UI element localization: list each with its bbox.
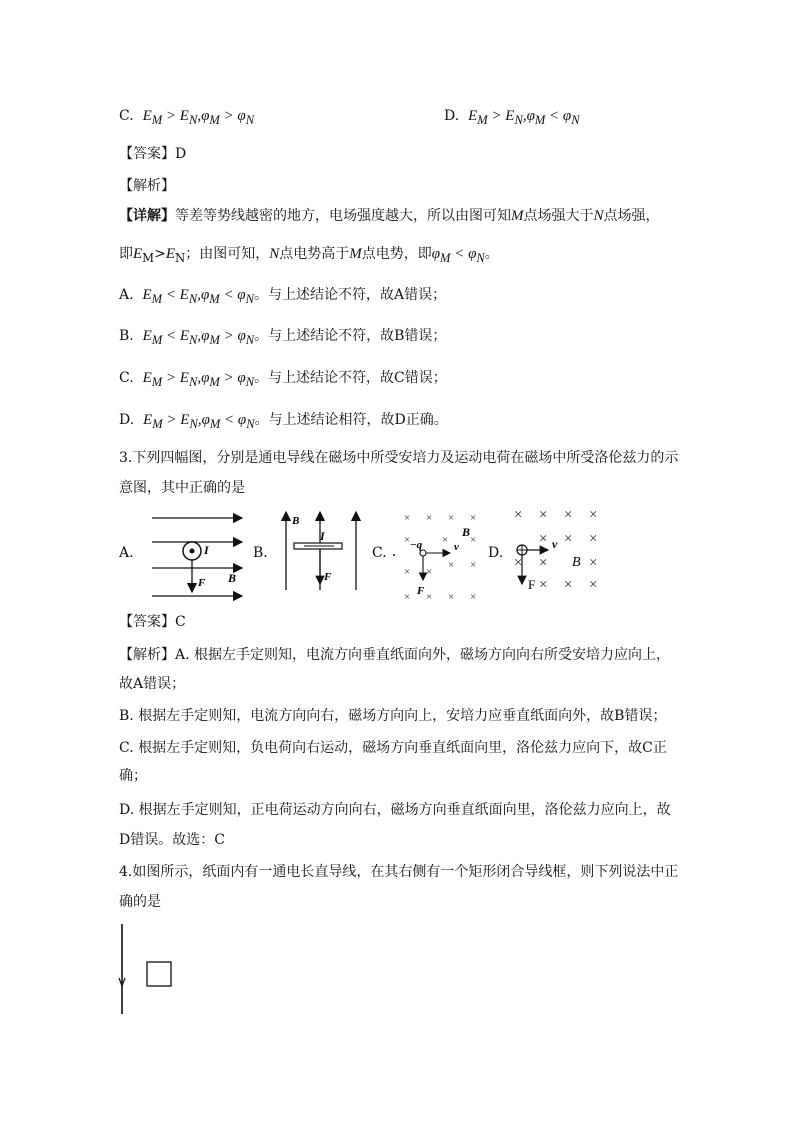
svg-text:×: × xyxy=(448,591,455,603)
svg-text:×: × xyxy=(539,531,548,547)
fig-a-label-f: F xyxy=(198,577,206,589)
svg-text:×: × xyxy=(589,531,598,547)
fig-d-label-b: B xyxy=(572,555,581,570)
fig-c-label-f: F xyxy=(417,585,425,597)
q4-stem-1: 4.如图所示，纸面内有一通电长直导线，在其右侧有一个矩形闭合导线框，则下列说法中正 xyxy=(119,864,679,880)
q3-analysis-7: D错误。故选：C xyxy=(119,832,225,848)
svg-text:×: × xyxy=(539,507,548,523)
svg-text:×: × xyxy=(564,531,573,547)
analysis-heading: 【解析】 xyxy=(119,178,175,194)
detail-line-1: 【详解】等差等势线越密的地方，电场强度越大，所以由图可知M点场强大于N点场强， xyxy=(119,208,660,224)
svg-text:×: × xyxy=(442,534,449,546)
judge-c: C. $E_M > E_N,\varphi_M > \varphi_N$。与上述结论不符，故C错误； xyxy=(119,370,447,389)
svg-text:×: × xyxy=(470,534,477,546)
svg-text:×: × xyxy=(426,512,433,524)
fig-label-b: B. xyxy=(253,545,268,561)
fig-a-label-b: B xyxy=(228,571,237,585)
fig-label-d: D. xyxy=(488,545,504,561)
q3-analysis-2: 故A错误； xyxy=(119,676,186,692)
figure-b xyxy=(282,508,362,594)
fig-a-label-i: I xyxy=(204,543,209,557)
svg-text:×: × xyxy=(404,566,411,578)
q4-stem-2: 确的是 xyxy=(119,894,161,910)
svg-text:×: × xyxy=(589,577,598,593)
svg-text:×: × xyxy=(564,577,573,593)
svg-text:×: × xyxy=(448,559,455,571)
svg-text:×: × xyxy=(539,555,548,571)
judge-b: B. $E_M < E_N,\varphi_M > \varphi_N$。与上述结论不符，故B错误； xyxy=(119,328,447,347)
svg-text:×: × xyxy=(448,512,455,524)
svg-text:×: × xyxy=(404,591,411,603)
fig-c-label-b: B xyxy=(462,525,471,539)
q3-analysis-4: C. 根据左手定则知，负电荷向右运动，磁场方向垂直纸面向里，洛伦兹力应向下，故C正 xyxy=(119,740,667,756)
fig-label-c: C. xyxy=(372,545,387,561)
figure-a xyxy=(150,510,250,605)
q3-stem-2: 意图，其中正确的是 xyxy=(119,480,245,496)
svg-text:×: × xyxy=(539,577,548,593)
svg-text:×: × xyxy=(470,591,477,603)
svg-text:×: × xyxy=(426,566,433,578)
svg-text:×: × xyxy=(564,507,573,523)
q3-stem-1: 3.下列四幅图，分别是通电导线在磁场中所受安培力及运动电荷在磁场中所受洛伦兹力的示 xyxy=(119,450,679,466)
svg-text:×: × xyxy=(589,507,598,523)
judge-d: D. $E_M > E_N,\varphi_M < \varphi_N$。与上述结论相符，故D正确。 xyxy=(119,412,448,431)
svg-text:×: × xyxy=(404,534,411,546)
fig-label-a: A. xyxy=(119,545,134,561)
fig-d-label-f: F xyxy=(528,577,536,592)
svg-text:×: × xyxy=(514,507,523,523)
option-d: D. $E_M > E_N,\varphi_M < \varphi_N$ xyxy=(444,108,580,127)
svg-text:×: × xyxy=(426,591,433,603)
answer-q2: 【答案】D xyxy=(119,146,187,162)
detail-line-2: 即$E_M>E_N$；由图可知，N点电势高于M点电势，即$\varphi_M < \varphi_N$。 xyxy=(119,246,499,265)
fig-b-label-i: I xyxy=(320,529,325,543)
option-c: C. $E_M > E_N,\varphi_M > \varphi_N$ xyxy=(119,108,255,127)
figure-d xyxy=(508,504,608,596)
fig-c-label-v: v xyxy=(454,541,459,553)
svg-text:×: × xyxy=(589,555,598,571)
fig-b-label-f: F xyxy=(324,571,332,583)
fig-c-label-q: −q xyxy=(410,539,423,551)
judge-a: A. $E_M < E_N,\varphi_M < \varphi_N$。与上述结论不符，故A错误； xyxy=(119,287,447,306)
svg-text:×: × xyxy=(470,559,477,571)
svg-text:×: × xyxy=(470,512,477,524)
svg-text:×: × xyxy=(514,555,523,571)
q3-analysis-1: 【解析】A. 根据左手定则知，电流方向垂直纸面向外，磁场方向向右所受安培力应向上， xyxy=(119,647,671,663)
figure-q4-wire-and-loop xyxy=(118,924,188,1016)
answer-q3: 【答案】C xyxy=(119,614,186,630)
q3-analysis-3: B. 根据左手定则知，电流方向向右，磁场方向向上，安培力应垂直纸面向外，故B错误； xyxy=(119,708,667,724)
fig-b-label-b: B xyxy=(292,515,300,527)
figure-c xyxy=(392,508,488,604)
q3-analysis-6: D. 根据左手定则知，正电荷运动方向向右，磁场方向垂直纸面向里，洛伦兹力应向上，故 xyxy=(119,802,671,818)
fig-d-label-v: v xyxy=(552,537,558,551)
svg-text:×: × xyxy=(404,512,411,524)
q3-analysis-5: 确； xyxy=(119,768,147,784)
